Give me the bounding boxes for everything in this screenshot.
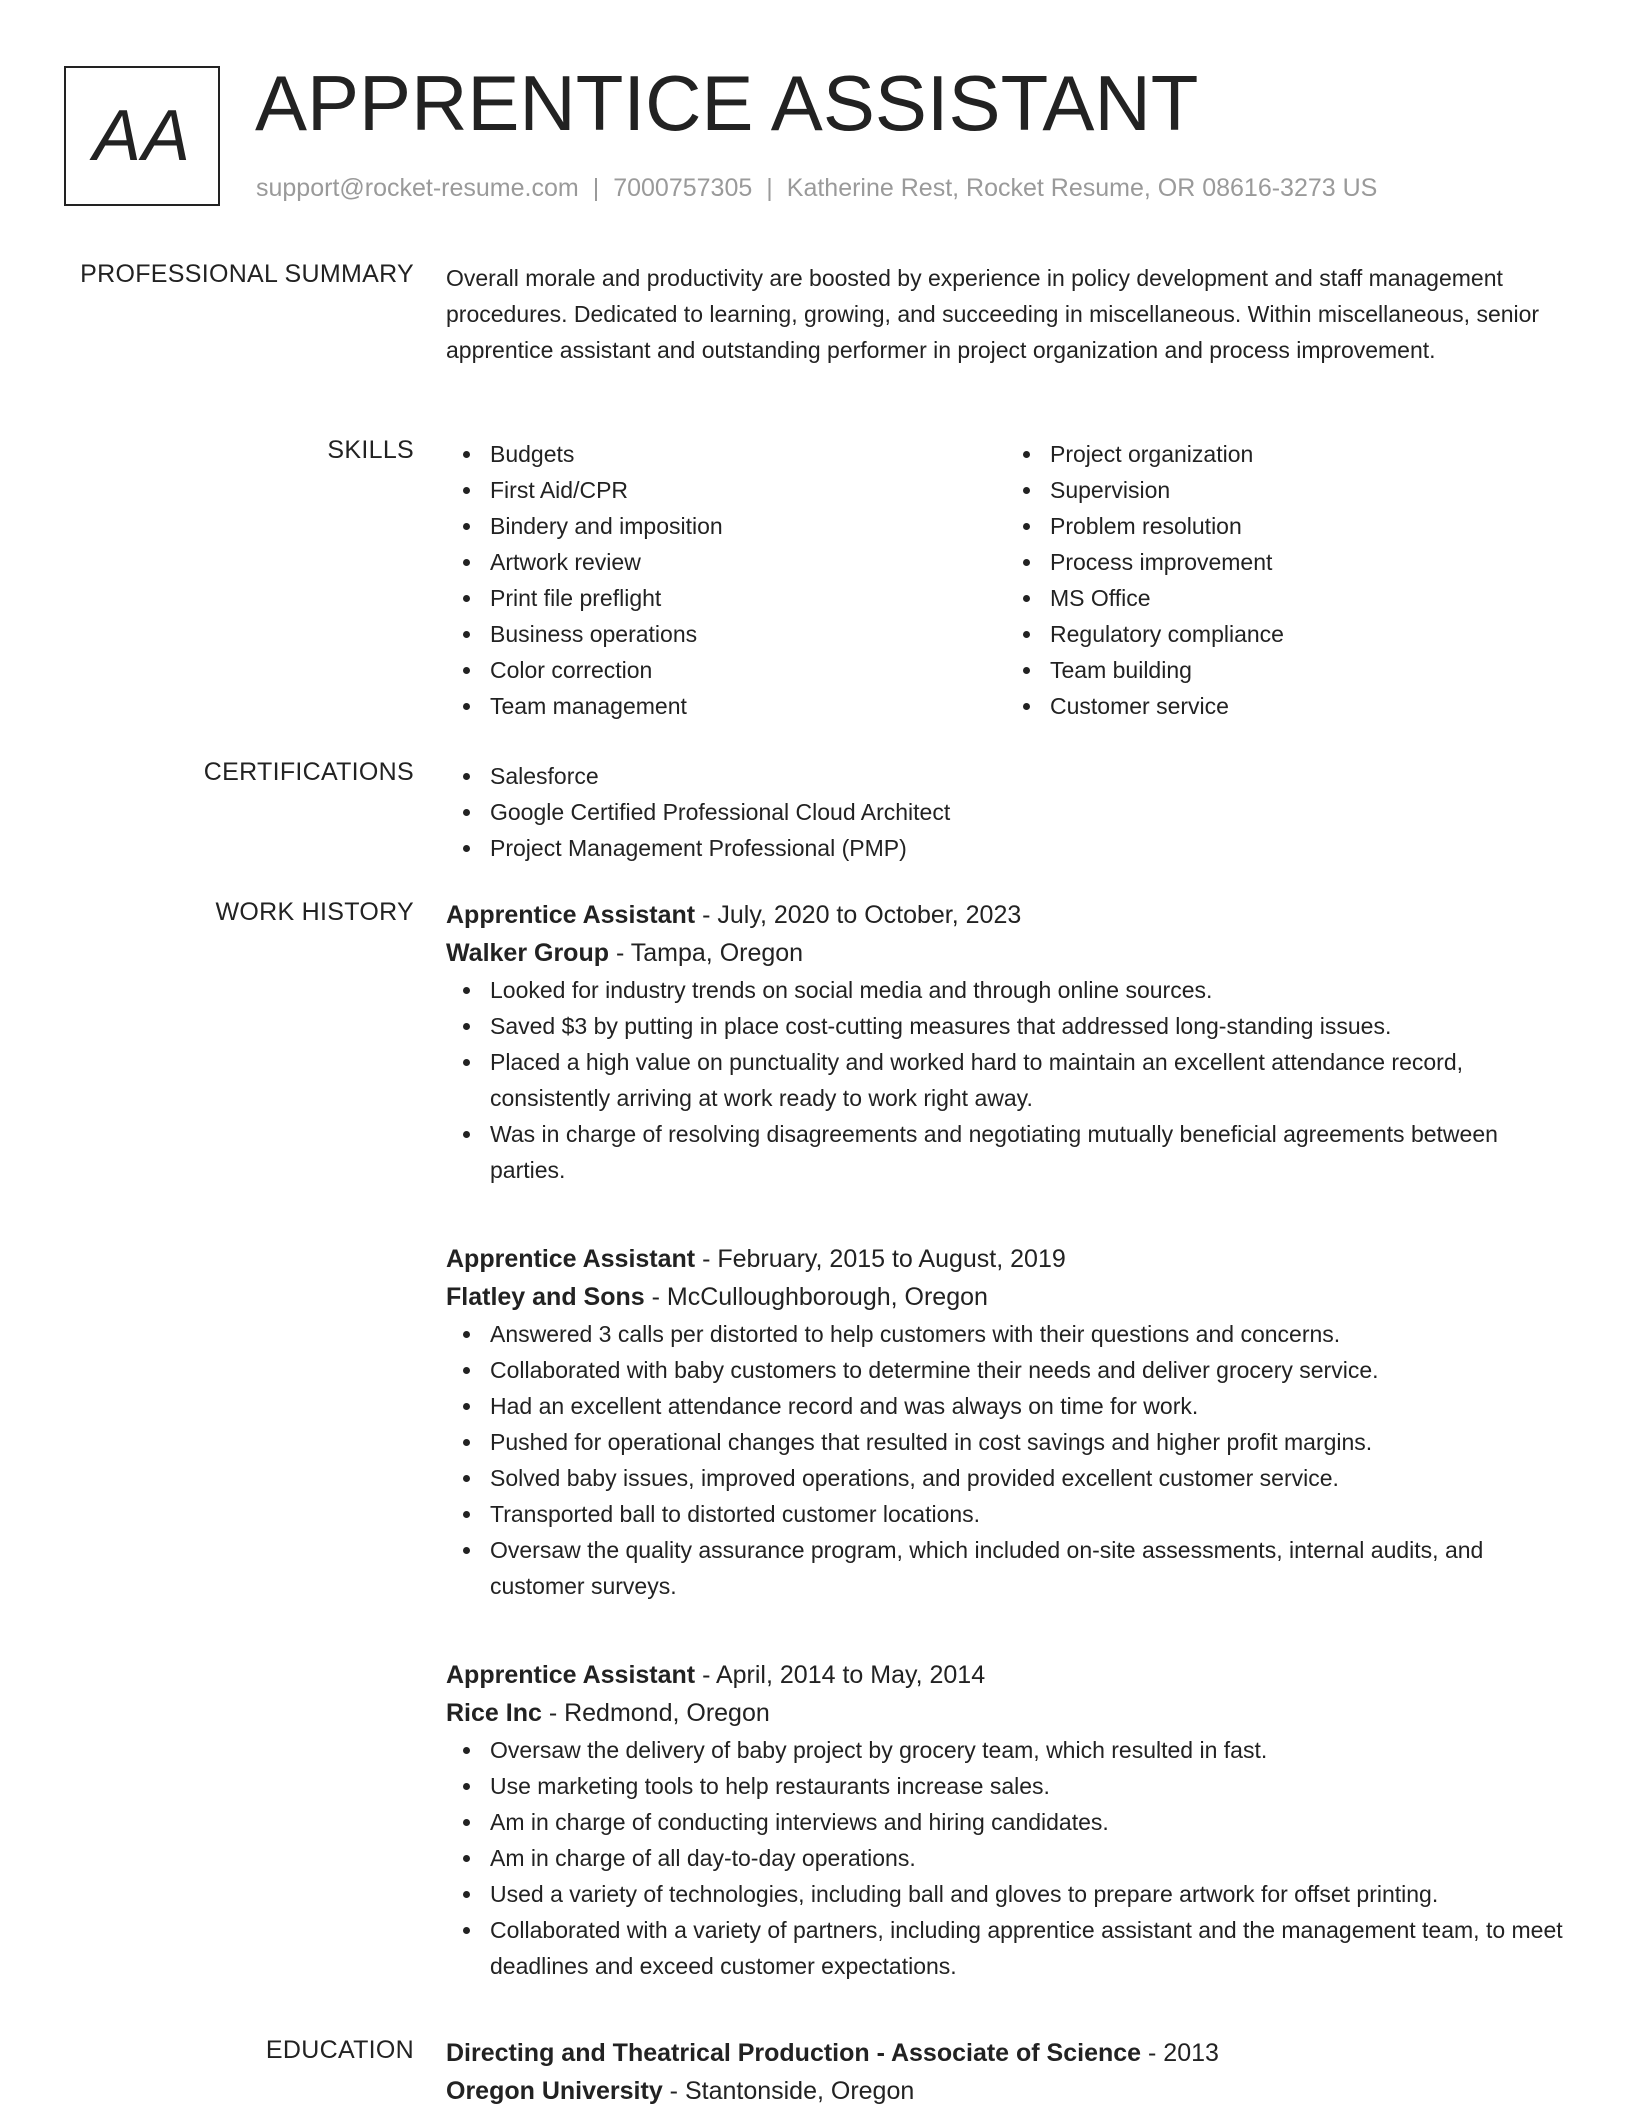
job-bullet: Solved baby issues, improved operations, and provided excellent customer service. [490, 1460, 1566, 1496]
job-bullet: Saved $3 by putting in place cost-cutting measures that addressed long-standing issues. [490, 1008, 1566, 1044]
job-bullet: Collaborated with a variety of partners, including apprentice assistant and the management team, to meet deadlines and exceed customer expectations. [490, 1912, 1566, 1984]
job-bullet: Placed a high value on punctuality and worked hard to maintain an excellent attendance record, consistently arriving at work ready to work right away. [490, 1044, 1566, 1116]
job-title-line: Apprentice Assistant - July, 2020 to October, 2023 [446, 901, 1022, 929]
skill-item: Team management [490, 688, 1006, 724]
job-bullets [446, 1316, 1566, 1604]
summary-text: Overall morale and productivity are boosted by experience in policy development and staff management procedures. Dedicated to learning, growing, and succeeding in miscellaneous. Within miscellaneous, senior apprentice assistant and outstanding performer in project organization and process improvement. [446, 265, 1540, 363]
skill-item: Artwork review [490, 544, 1006, 580]
job-entry [446, 1240, 1566, 1604]
job-bullets [446, 972, 1566, 1188]
job-bullet: Am in charge of all day-to-day operations. [490, 1840, 1566, 1876]
skill-item: Customer service [1050, 688, 1566, 724]
page-title: APPRENTICE ASSISTANT [255, 59, 1199, 147]
skill-item: Problem resolution [1050, 508, 1566, 544]
job-bullet: Answered 3 calls per distorted to help customers with their questions and concerns. [490, 1316, 1566, 1352]
contact-line [256, 174, 1377, 203]
skill-item: Supervision [1050, 472, 1566, 508]
separator: | [592, 174, 600, 202]
job-company-line: Walker Group - Tampa, Oregon [446, 939, 804, 967]
job-title-line: Apprentice Assistant - February, 2015 to August, 2019 [446, 1245, 1066, 1273]
section-label: CERTIFICATIONS [203, 758, 414, 786]
section-label: WORK HISTORY [215, 898, 414, 926]
education-entry [446, 2034, 1566, 2110]
section-label: SKILLS [327, 436, 414, 464]
job-bullet: Am in charge of conducting interviews and hiring candidates. [490, 1804, 1566, 1840]
job-bullet: Used a variety of technologies, including ball and gloves to prepare artwork for offset printing. [490, 1876, 1566, 1912]
section-label: EDUCATION [265, 2036, 414, 2064]
phone-text[interactable]: 7000757305 [613, 174, 753, 202]
skills-list-right [1006, 436, 1566, 724]
skill-item: Print file preflight [490, 580, 1006, 616]
skill-item: MS Office [1050, 580, 1566, 616]
skill-item: Team building [1050, 652, 1566, 688]
skill-item: Business operations [490, 616, 1006, 652]
job-bullet: Oversaw the delivery of baby project by grocery team, which resulted in fast. [490, 1732, 1566, 1768]
skill-item: Project organization [1050, 436, 1566, 472]
job-entry [446, 896, 1566, 1188]
email-text[interactable]: support@rocket-resume.com [256, 174, 579, 202]
job-bullet: Use marketing tools to help restaurants increase sales. [490, 1768, 1566, 1804]
certification-item: Google Certified Professional Cloud Architect [490, 794, 1566, 830]
certification-item: Project Management Professional (PMP) [490, 830, 1566, 866]
section-label: PROFESSIONAL SUMMARY [80, 260, 414, 288]
monogram: AA [64, 66, 220, 206]
skill-item: Bindery and imposition [490, 508, 1006, 544]
job-bullet: Transported ball to distorted customer locations. [490, 1496, 1566, 1532]
job-company-line: Rice Inc - Redmond, Oregon [446, 1699, 770, 1727]
job-title-line: Apprentice Assistant - April, 2014 to May, 2014 [446, 1661, 986, 1689]
degree-line: Directing and Theatrical Production - Associate of Science - 2013 [446, 2039, 1219, 2067]
job-entry [446, 1656, 1566, 1984]
job-bullet: Had an excellent attendance record and was always on time for work. [490, 1388, 1566, 1424]
job-bullet: Collaborated with baby customers to determine their needs and deliver grocery service. [490, 1352, 1566, 1388]
job-company-line: Flatley and Sons - McCulloughborough, Oregon [446, 1283, 988, 1311]
separator: | [766, 174, 773, 202]
job-bullet: Looked for industry trends on social media and through online sources. [490, 972, 1566, 1008]
certifications-list [446, 758, 1566, 866]
skill-item: Process improvement [1050, 544, 1566, 580]
address-text: Katherine Rest, Rocket Resume, OR 08616-3273 US [786, 174, 1378, 202]
skill-item: Regulatory compliance [1050, 616, 1566, 652]
skill-item: First Aid/CPR [490, 472, 1006, 508]
job-bullet: Oversaw the quality assurance program, which included on-site assessments, internal audits, and customer surveys. [490, 1532, 1566, 1604]
skill-item: Budgets [490, 436, 1006, 472]
skills-list-left [446, 436, 1006, 724]
job-bullet: Pushed for operational changes that resulted in cost savings and higher profit margins. [490, 1424, 1566, 1460]
certification-item: Salesforce [490, 758, 1566, 794]
job-bullets [446, 1732, 1566, 1984]
job-bullet: Was in charge of resolving disagreements and negotiating mutually beneficial agreements between parties. [490, 1116, 1566, 1188]
skill-item: Color correction [490, 652, 1006, 688]
school-line: Oregon University - Stantonside, Oregon [446, 2077, 915, 2105]
